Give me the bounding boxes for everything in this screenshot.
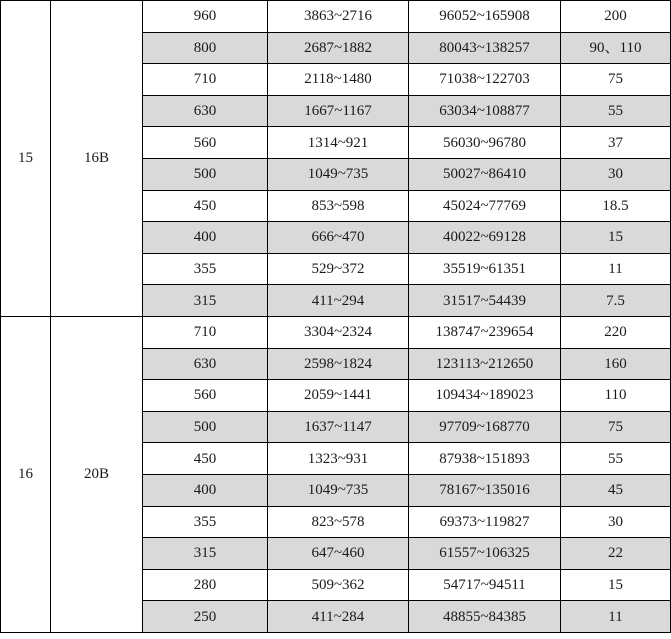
- group-number-cell: 16: [1, 316, 51, 632]
- table-cell: 80043~138257: [409, 32, 561, 64]
- table-row: [1, 316, 671, 348]
- table-row: [1, 1, 671, 33]
- table-cell: 411~294: [268, 285, 409, 317]
- group-number-cell: 15: [1, 1, 51, 317]
- table-cell: 2598~1824: [268, 348, 409, 380]
- table-cell: 400: [143, 222, 268, 254]
- table-cell: 960: [143, 1, 268, 33]
- table-cell: 2687~1882: [268, 32, 409, 64]
- table-cell: 40022~69128: [409, 222, 561, 254]
- table-cell: 220: [561, 316, 671, 348]
- table-cell: 97709~168770: [409, 411, 561, 443]
- table-cell: 63034~108877: [409, 95, 561, 127]
- model-cell: 16B: [51, 1, 143, 317]
- table-cell: 11: [561, 601, 671, 633]
- table-cell: 50027~86410: [409, 158, 561, 190]
- table-cell: 853~598: [268, 190, 409, 222]
- table-cell: 78167~135016: [409, 474, 561, 506]
- table-cell: 500: [143, 411, 268, 443]
- table-cell: 250: [143, 601, 268, 633]
- table-cell: 1637~1147: [268, 411, 409, 443]
- table-cell: 22: [561, 538, 671, 570]
- table-cell: 823~578: [268, 506, 409, 538]
- table-cell: 110: [561, 380, 671, 412]
- table-cell: 96052~165908: [409, 1, 561, 33]
- table-cell: 355: [143, 253, 268, 285]
- table-cell: 75: [561, 64, 671, 96]
- table-cell: 1667~1167: [268, 95, 409, 127]
- table-cell: 45: [561, 474, 671, 506]
- table-cell: 69373~119827: [409, 506, 561, 538]
- table-cell: 315: [143, 538, 268, 570]
- table-cell: 7.5: [561, 285, 671, 317]
- table-cell: 123113~212650: [409, 348, 561, 380]
- table-cell: 15: [561, 222, 671, 254]
- table-cell: 630: [143, 348, 268, 380]
- table-cell: 411~284: [268, 601, 409, 633]
- table-cell: 56030~96780: [409, 127, 561, 159]
- table-cell: 450: [143, 190, 268, 222]
- table-cell: 450: [143, 443, 268, 475]
- table-cell: 75: [561, 411, 671, 443]
- table-cell: 30: [561, 506, 671, 538]
- table-cell: 400: [143, 474, 268, 506]
- table-cell: 200: [561, 1, 671, 33]
- table-cell: 630: [143, 95, 268, 127]
- table-cell: 647~460: [268, 538, 409, 570]
- table-cell: 61557~106325: [409, 538, 561, 570]
- table-cell: 3863~2716: [268, 1, 409, 33]
- table-cell: 1323~931: [268, 443, 409, 475]
- table-cell: 500: [143, 158, 268, 190]
- table-cell: 55: [561, 443, 671, 475]
- table-cell: 45024~77769: [409, 190, 561, 222]
- table-cell: 15: [561, 569, 671, 601]
- table-cell: 3304~2324: [268, 316, 409, 348]
- table-cell: 1049~735: [268, 474, 409, 506]
- table-cell: 71038~122703: [409, 64, 561, 96]
- table-cell: 666~470: [268, 222, 409, 254]
- table-cell: 710: [143, 316, 268, 348]
- table-cell: 710: [143, 64, 268, 96]
- table-cell: 138747~239654: [409, 316, 561, 348]
- table-cell: 560: [143, 127, 268, 159]
- table-cell: 90、110: [561, 32, 671, 64]
- table-cell: 48855~84385: [409, 601, 561, 633]
- table-cell: 35519~61351: [409, 253, 561, 285]
- table-cell: 529~372: [268, 253, 409, 285]
- spec-table-body: [1, 1, 671, 633]
- table-cell: 30: [561, 158, 671, 190]
- table-cell: 11: [561, 253, 671, 285]
- table-cell: 315: [143, 285, 268, 317]
- table-cell: 54717~94511: [409, 569, 561, 601]
- table-cell: 55: [561, 95, 671, 127]
- table-cell: 160: [561, 348, 671, 380]
- model-cell: 20B: [51, 316, 143, 632]
- table-cell: 1314~921: [268, 127, 409, 159]
- table-cell: 31517~54439: [409, 285, 561, 317]
- table-cell: 2118~1480: [268, 64, 409, 96]
- table-cell: 800: [143, 32, 268, 64]
- table-cell: 1049~735: [268, 158, 409, 190]
- table-cell: 37: [561, 127, 671, 159]
- table-cell: 355: [143, 506, 268, 538]
- table-cell: 2059~1441: [268, 380, 409, 412]
- table-cell: 560: [143, 380, 268, 412]
- table-cell: 18.5: [561, 190, 671, 222]
- table-cell: 280: [143, 569, 268, 601]
- table-cell: 509~362: [268, 569, 409, 601]
- table-cell: 109434~189023: [409, 380, 561, 412]
- table-cell: 87938~151893: [409, 443, 561, 475]
